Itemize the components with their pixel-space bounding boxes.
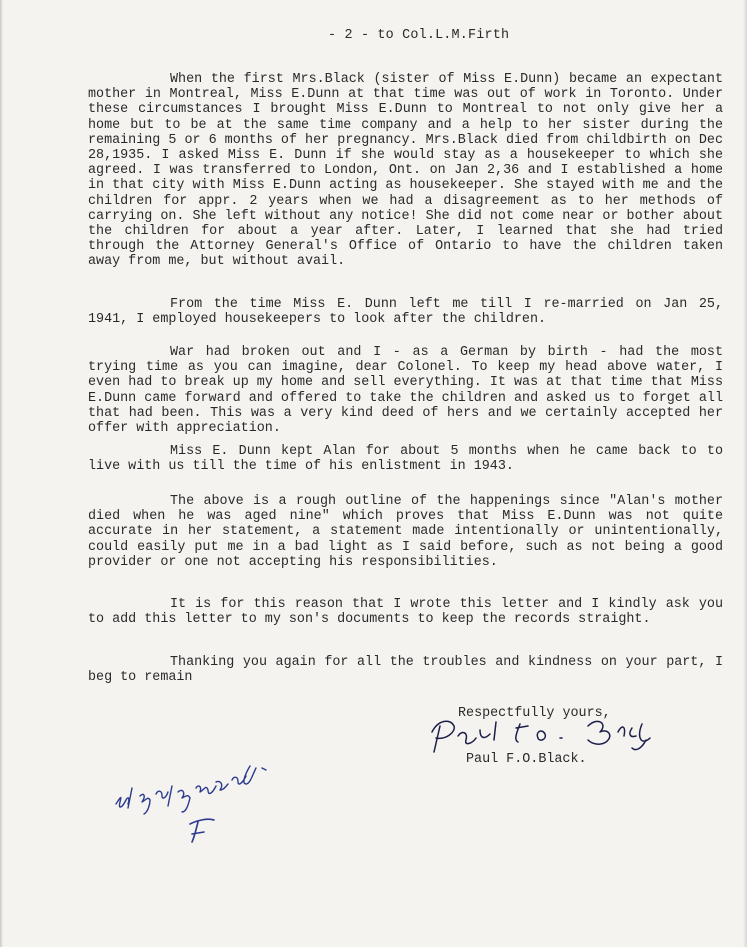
page-header: - 2 - to Col.L.M.Firth [328,28,510,43]
paragraph-1: When the first Mrs.Black (sister of Miss E.Dunn) became an expectant mother in Montreal, Miss E.Dunn at that time was out of work in Toronto. Under these circumstances I brought Miss E.Dunn to Montreal to not only give her a home but to be at the same time company and a help to her sister during the remaining 5 or 6 months of her pregnancy. Mrs.Black died from childbirth on Dec 28,1935. I asked Miss E. Dunn if she would stay as a housekeeper to which she agreed. I was transferred to London, Ont. on Jan 2,36 and I established a home in that city with Miss E.Dunn acting as housekeeper. She stayed with me and the children for appr. 2 years when we had a disagreement as to her methods of carrying on. She left without any notice! She did not come near or bother about the children for about a year after. Later, I learned that she had tried through the Attorney General's Office of Ontario to have the children taken away from me, but without avail. [88,72,723,270]
page-edge-left [0,0,3,947]
paragraph-3: War had broken out and I - as a German by birth - had the most trying time as you can imagine, dear Colonel. To keep my head above water, I even had to break up my home and sell everything. It was at that time that Miss E.Dunn came forward and offered to take the children and asked us to forget all that had been. This was a very kind deed of hers and we certainly accepted her offer with appreciation. [88,345,723,437]
paragraph-6: It is for this reason that I wrote this letter and I kindly ask you to add this letter to my son's documents to keep the records straight. [88,597,723,628]
paragraph-4: Miss E. Dunn kept Alan for about 5 months when he came back to to live with us till the time of his enlistment in 1943. [88,444,723,475]
paragraph-2: From the time Miss E. Dunn left me till I re-married on Jan 25, 1941, I employed housekeepers to look after the children. [88,297,723,328]
page-edge-right [743,0,747,947]
paragraph-5: The above is a rough outline of the happenings since "Alan's mother died when he was aged nine" which proves that Miss E.Dunn was not quite accurate in her statement, a statement made intentionally or unintentionally, could easily put me in a bad light as I said before, such as not being a good provider or one not accepting his responsibilities. [88,494,723,570]
paragraph-7: Thanking you again for all the troubles and kindness on your part, I beg to remain [88,655,723,686]
handwritten-note [112,748,282,848]
printed-name: Paul F.O.Black. [466,752,587,767]
closing-line: Respectfully yours, [458,706,611,721]
